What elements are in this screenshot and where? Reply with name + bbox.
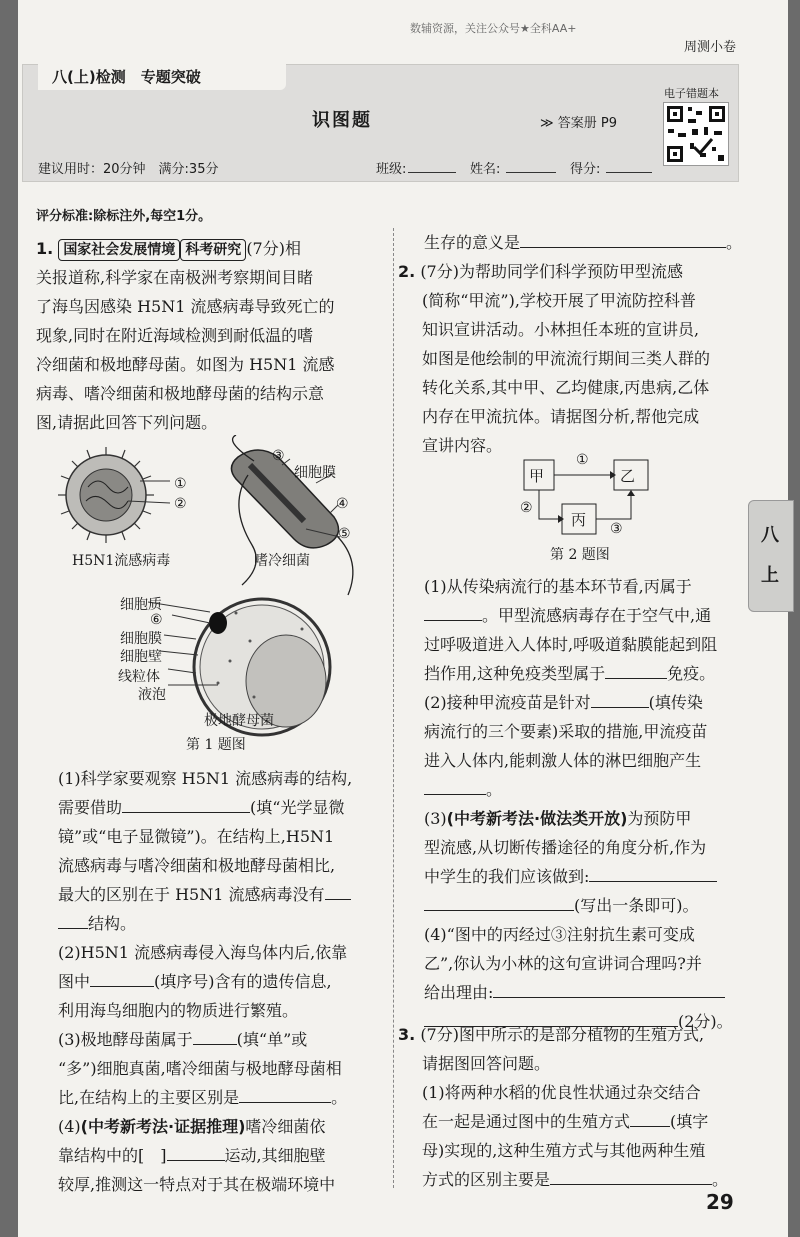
text-line: 如图是他绘制的甲流流行期间三类人群的	[422, 349, 711, 368]
text: 方式的区别主要是	[422, 1170, 551, 1189]
question-2-subquestions	[424, 572, 733, 1036]
text-line: 进入人体内,能刺激人体的淋巴细胞产生	[424, 751, 702, 770]
qr-code-icon[interactable]	[663, 102, 729, 166]
question-1-intro	[36, 234, 335, 437]
text-line: 知识宣讲活动。小林担任本班的宣讲员,	[422, 320, 700, 339]
header-tag: 八(上)检测 专题突破	[52, 68, 201, 86]
answer-blank[interactable]	[605, 662, 667, 679]
answer-blank[interactable]	[493, 981, 725, 998]
arrow-label-3: ③	[610, 521, 623, 537]
node-yi: 乙	[620, 467, 636, 485]
answer-blank[interactable]	[239, 1086, 331, 1103]
question-2-intro	[398, 257, 710, 460]
text-line: (1)从传染病流行的基本环节看,丙属于	[424, 577, 692, 596]
answer-blank[interactable]	[589, 865, 717, 882]
text-line: 病毒、嗜冷细菌和极地酵母菌的结构示意	[36, 384, 325, 403]
series-label: 周测小卷	[684, 40, 737, 55]
bacteria-caption: 嗜冷细菌	[254, 553, 310, 569]
answer-blank[interactable]	[550, 1168, 712, 1185]
topic-tag: 科考研究	[180, 239, 246, 261]
ebook-label: 电子错题本	[664, 87, 719, 100]
text-line: 较厚,推测这一特点对于其在极端环境中	[58, 1175, 336, 1194]
question-3	[398, 1020, 728, 1194]
figure-1	[40, 435, 400, 755]
text-line: 请据图回答问题。	[422, 1054, 551, 1073]
text-line: 图,请据此回答下列问题。	[36, 413, 218, 432]
text: (填传染	[648, 693, 703, 712]
text: 需要借助	[58, 798, 123, 817]
answer-blank[interactable]	[424, 778, 486, 795]
label-6: ⑥	[150, 612, 163, 628]
label-1: ①	[174, 476, 187, 492]
scoring-standard: 评分标准:除标注外,每空1分。	[36, 209, 212, 224]
score-label: 得分:	[570, 162, 601, 177]
text: (填序号)含有的遗传信息,	[154, 972, 332, 991]
watermark: 数辅资源，关注公众号★全科AA+	[410, 22, 577, 35]
text: (4)	[58, 1117, 81, 1136]
question-1-continued	[424, 228, 742, 257]
text-line: “多”)细胞真菌,嗜冷细菌与极地酵母菌相	[58, 1059, 342, 1078]
text: 。	[712, 1170, 729, 1189]
text-line: 冷细菌和极地酵母菌。如图为 H5N1 流感	[36, 355, 335, 374]
answer-blank[interactable]	[424, 894, 574, 911]
text-line: 了海鸟因感染 H5N1 流感病毒导致死亡的	[36, 297, 335, 316]
text: 中学生的我们应该做到:	[424, 867, 590, 886]
text-line: 内存在甲流抗体。请据图分析,帮他完成	[422, 407, 700, 426]
text-line: 镜”或“电子显微镜”)。在结构上,H5N1	[58, 827, 335, 846]
answer-blank[interactable]	[424, 604, 482, 621]
text: (填“单”或	[236, 1030, 308, 1049]
text-line: 关报道称,科学家在南极洲考察期间目睹	[36, 268, 314, 287]
text-line: 转化关系,其中甲、乙均健康,丙患病,乙体	[422, 378, 710, 397]
page-number: 29	[706, 1190, 734, 1214]
label-cell-wall: 细胞壁	[120, 649, 162, 665]
method-tag: (中考新考法·证据推理)	[80, 1117, 246, 1136]
page-title: 识图题	[312, 110, 372, 131]
answer-blank[interactable]	[325, 883, 351, 900]
label-3: ③	[272, 448, 285, 464]
text-line: 现象,同时在附近海域检测到耐低温的嗜	[36, 326, 314, 345]
text: (填字	[670, 1112, 709, 1131]
text-line: (1)科学家要观察 H5N1 流感病毒的结构,	[58, 769, 353, 788]
text: 挡作用,这种免疫类型属于	[424, 664, 606, 683]
text: (写出一条即可)。	[574, 896, 699, 915]
answer-blank[interactable]	[58, 912, 88, 929]
text-line: 利用海鸟细胞内的物质进行繁殖。	[58, 1001, 299, 1020]
answer-blank[interactable]	[90, 970, 154, 987]
text: (填“光学显微	[250, 798, 345, 817]
answer-blank[interactable]	[630, 1110, 670, 1127]
node-jia: 甲	[529, 467, 545, 485]
text: (3)极地酵母菌属于	[58, 1030, 193, 1049]
label-yeast-membrane: 细胞膜	[120, 631, 162, 647]
question-number: 2.	[398, 262, 416, 281]
label-5: ⑤	[338, 526, 351, 542]
figure-2-caption: 第 2 题图	[550, 547, 610, 563]
label-4: ④	[336, 496, 349, 512]
text-line: 乙”,你认为小林的这句宣讲词合理吗?并	[424, 954, 702, 973]
text: 结构。	[88, 914, 137, 933]
context-tag: 国家社会发展情境	[58, 239, 180, 261]
answer-blank[interactable]	[591, 691, 649, 708]
text-line: 宣讲内容。	[422, 436, 503, 455]
text: 比,在结构上的主要区别是	[58, 1088, 240, 1107]
text: (2分)。	[678, 1012, 733, 1031]
answer-blank[interactable]	[122, 796, 250, 813]
label-bacteria-membrane: 细胞膜	[294, 465, 336, 481]
text-line: (1)将两种水稻的优良性状通过杂交结合	[422, 1083, 701, 1102]
points: (7分)相	[246, 239, 301, 258]
text: 为预防甲	[627, 809, 692, 828]
text: (3)	[424, 809, 447, 828]
text-line: (简称“甲流”),学校开展了甲流防控科普	[422, 291, 696, 310]
text: 在一起是通过图中的生殖方式	[422, 1112, 631, 1131]
name-label: 姓名:	[470, 162, 501, 177]
answer-blank[interactable]	[167, 1144, 225, 1161]
text-line: 病流行的三个要素)采取的措施,甲流疫苗	[424, 722, 708, 741]
text: 生存的意义是	[424, 233, 521, 252]
text-line: 型流感,从切断传播途径的角度分析,作为	[424, 838, 707, 857]
text: 。甲型流感病毒存在于空气中,通	[482, 606, 712, 625]
score-field[interactable]	[606, 172, 652, 173]
text-line: (2)H5N1 流感病毒侵入海鸟体内后,依靠	[58, 943, 348, 962]
answer-blank[interactable]	[193, 1028, 237, 1045]
text: 给出理由:	[424, 983, 494, 1002]
text: 图中	[58, 972, 91, 991]
text: 运动,其细胞壁	[224, 1146, 326, 1165]
method-tag: (中考新考法·做法类开放)	[446, 809, 628, 828]
text-line: 母)实现的,这种生殖方式与其他两种生殖	[422, 1141, 706, 1160]
label-2: ②	[174, 496, 187, 512]
label-vacuole: 液泡	[138, 687, 166, 703]
text: (2)接种甲流疫苗是针对	[424, 693, 591, 712]
text: 靠结构中的[ ]	[58, 1146, 167, 1165]
side-tab-text: 上	[761, 565, 779, 586]
suggested-time: 建议用时：20分钟 满分:35分	[38, 162, 219, 177]
yeast-caption: 极地酵母菌	[204, 713, 274, 729]
text: (7分)图中所示的是部分植物的生殖方式,	[420, 1025, 705, 1044]
label-cytoplasm: 细胞质	[120, 597, 162, 613]
class-label: 班级:	[376, 162, 407, 177]
node-bing: 丙	[571, 511, 587, 529]
text-line: 流感病毒与嗜冷细菌和极地酵母菌相比,	[58, 856, 336, 875]
bacteria-diagram	[231, 435, 352, 595]
virus-caption: H5N1流感病毒	[72, 553, 171, 569]
grade-side-tab	[748, 500, 794, 612]
class-field[interactable]	[408, 172, 456, 173]
answer-blank[interactable]	[520, 231, 726, 248]
answer-reference: ≫ 答案册 P9	[540, 116, 617, 131]
arrow-label-2: ②	[520, 500, 533, 516]
text: 。	[726, 233, 743, 252]
text: 。	[331, 1088, 348, 1107]
question-number: 1.	[36, 239, 54, 258]
text: (7分)为帮助同学们科学预防甲型流感	[420, 262, 683, 281]
side-tab-text: 八	[761, 525, 779, 546]
text-line: 过呼吸道进入人体时,呼吸道黏膜能起到阻	[424, 635, 718, 654]
text-line: (4)“图中的丙经过③注射抗生素可变成	[424, 925, 695, 944]
name-field[interactable]	[506, 172, 556, 173]
figure-1-caption: 第 1 题图	[186, 737, 246, 753]
text: 免疫。	[667, 664, 716, 683]
arrow-label-1: ①	[576, 452, 589, 468]
question-1-subquestions	[58, 764, 352, 1199]
virus-diagram	[58, 447, 170, 543]
label-mitochondria: 线粒体	[118, 669, 160, 685]
text: 最大的区别在于 H5N1 流感病毒没有	[58, 885, 325, 904]
text: 。	[486, 780, 503, 799]
question-number: 3.	[398, 1025, 416, 1044]
text: 嗜冷细菌依	[245, 1117, 326, 1136]
